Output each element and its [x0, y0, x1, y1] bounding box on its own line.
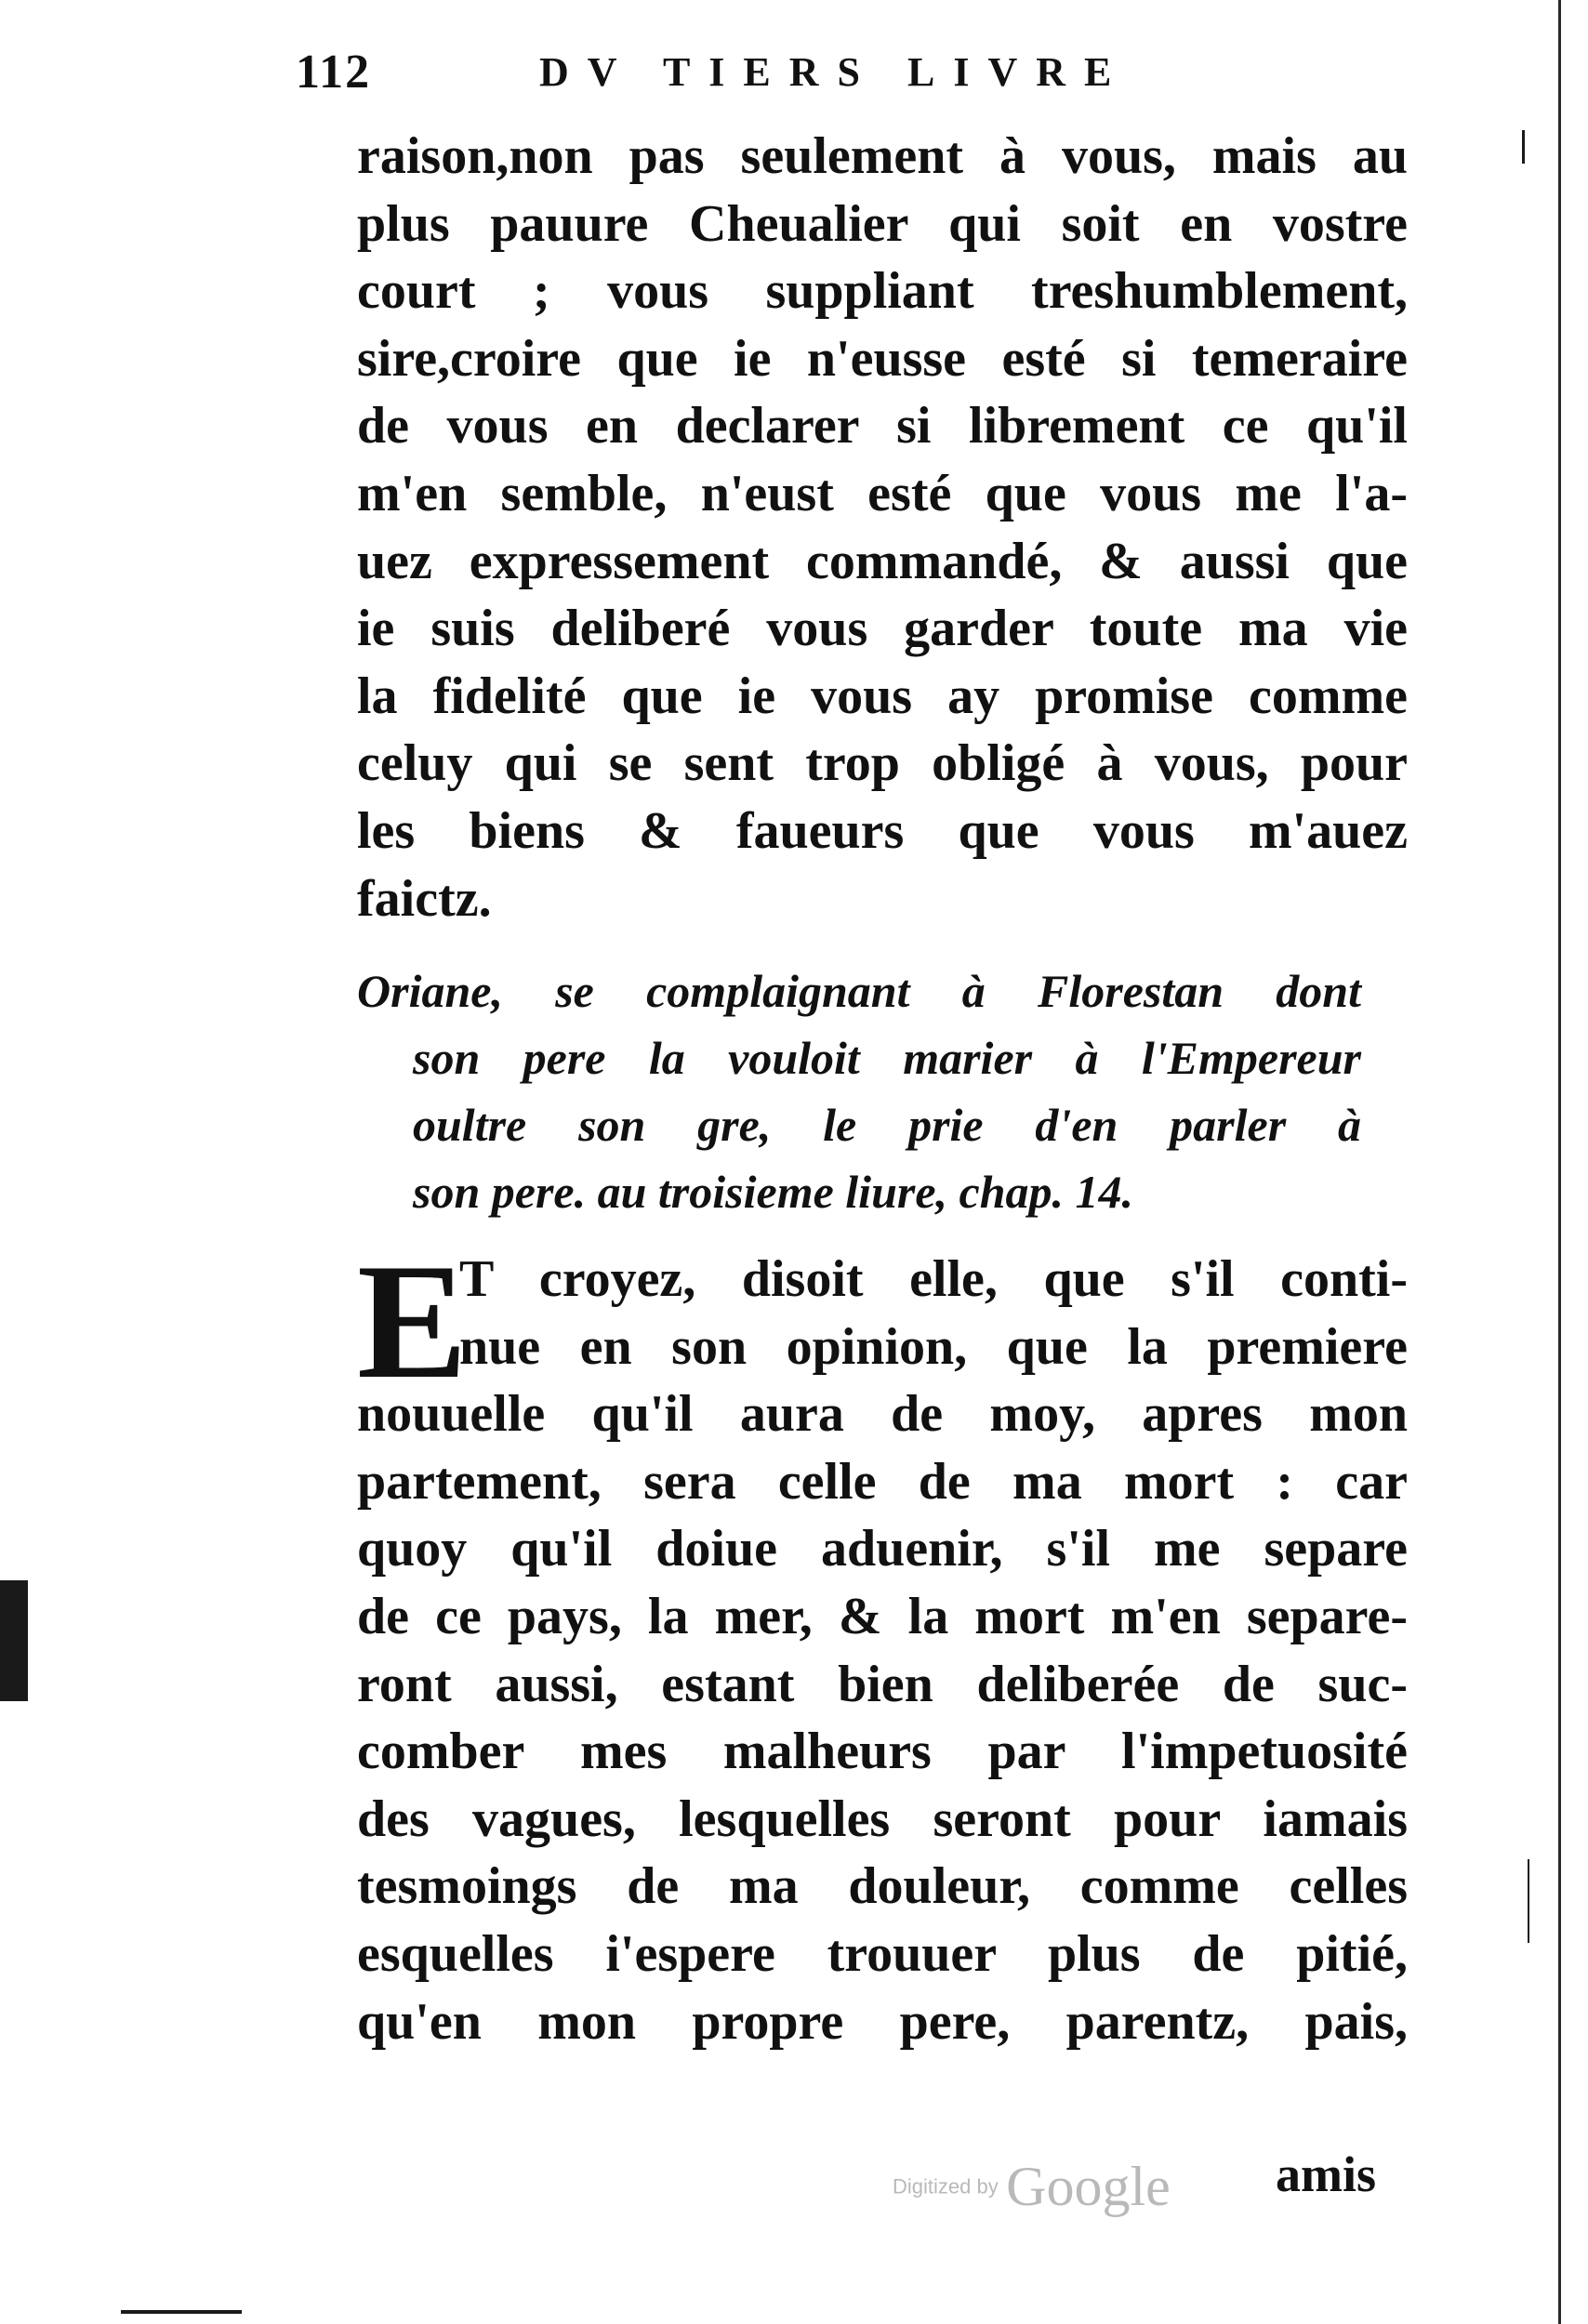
text-line: ront aussi, estant bien deliberée de suc- [357, 1655, 1408, 1713]
text-line: m'en semble, n'eust esté que vous me l'a- [357, 464, 1408, 522]
heading-line: Oriane, se complaignant à Florestan dont [357, 965, 1361, 1017]
running-title: DV TIERS LIVRE [539, 49, 1131, 95]
text-line: celuy qui se sent trop obligé à vous, pour [357, 734, 1408, 793]
text-line: quoy qu'il doiue aduenir, s'il me separe [357, 1520, 1408, 1578]
text-line: nue en son opinion, que la premiere [459, 1317, 1408, 1376]
text-line: qu'en mon propre pere, parentz, pais, [357, 1992, 1408, 2051]
google-logo: Google [1006, 2156, 1171, 2217]
text-line: la fidelité que ie vous ay promise comme [357, 667, 1408, 725]
scan-edge-mark [1558, 0, 1561, 2324]
paragraph-2 [357, 1229, 1408, 2055]
text-line: partement, sera celle de ma mort : car [357, 1452, 1408, 1511]
heading-line: son pere. au troisieme liure, chap. 14. [413, 1166, 1134, 1218]
chapter-heading [357, 957, 1361, 1225]
text-line: raison,non pas seulement à vous, mais au [357, 127, 1408, 185]
text-line: esquelles i'espere trouuer plus de pitié, [357, 1924, 1408, 1983]
text-line: court ; vous suppliant treshumblement, [357, 262, 1408, 321]
paragraph-1 [357, 123, 1408, 932]
text-line: uez expressement commandé, & aussi que [357, 532, 1408, 590]
text-line: plus pauure Cheualier qui soit en vostre [357, 194, 1408, 253]
scan-edge-mark [0, 1580, 28, 1701]
text-line: nouuelle qu'il aura de moy, apres mon [357, 1385, 1408, 1444]
text-line: de ce pays, la mer, & la mort m'en separe- [357, 1587, 1408, 1645]
heading-line: son pere la vouloit marier à l'Empereur [413, 1032, 1361, 1084]
page-number: 112 [296, 46, 372, 99]
watermark-prefix: Digitized by [893, 2174, 999, 2199]
text-line: de vous en declarer si librement ce qu'il [357, 397, 1408, 456]
text-line: T croyez, disoit elle, que s'il conti- [459, 1250, 1408, 1308]
scan-edge-mark [1522, 130, 1525, 164]
drop-cap: E [357, 1229, 468, 1413]
heading-line: oultre son gre, le prie d'en parler à [413, 1099, 1361, 1151]
running-header [296, 45, 1244, 110]
digitized-watermark [893, 2155, 1171, 2219]
text-line: tesmoings de ma douleur, comme celles [357, 1857, 1408, 1916]
text-line: sire,croire que ie n'eusse esté si temeraire [357, 329, 1408, 388]
text-line: des vagues, lesquelles seront pour iamais [357, 1789, 1408, 1848]
text-line: comber mes malheurs par l'impetuosité [357, 1723, 1408, 1781]
scan-edge-mark [1528, 1859, 1529, 1943]
text-line: faictz. [357, 869, 492, 928]
text-line: ie suis deliberé vous garder toute ma vie [357, 600, 1408, 658]
text-line: les biens & faueurs que vous m'auez [357, 801, 1408, 860]
catchword: amis [1276, 2146, 1376, 2202]
scan-edge-mark [121, 2310, 242, 2314]
